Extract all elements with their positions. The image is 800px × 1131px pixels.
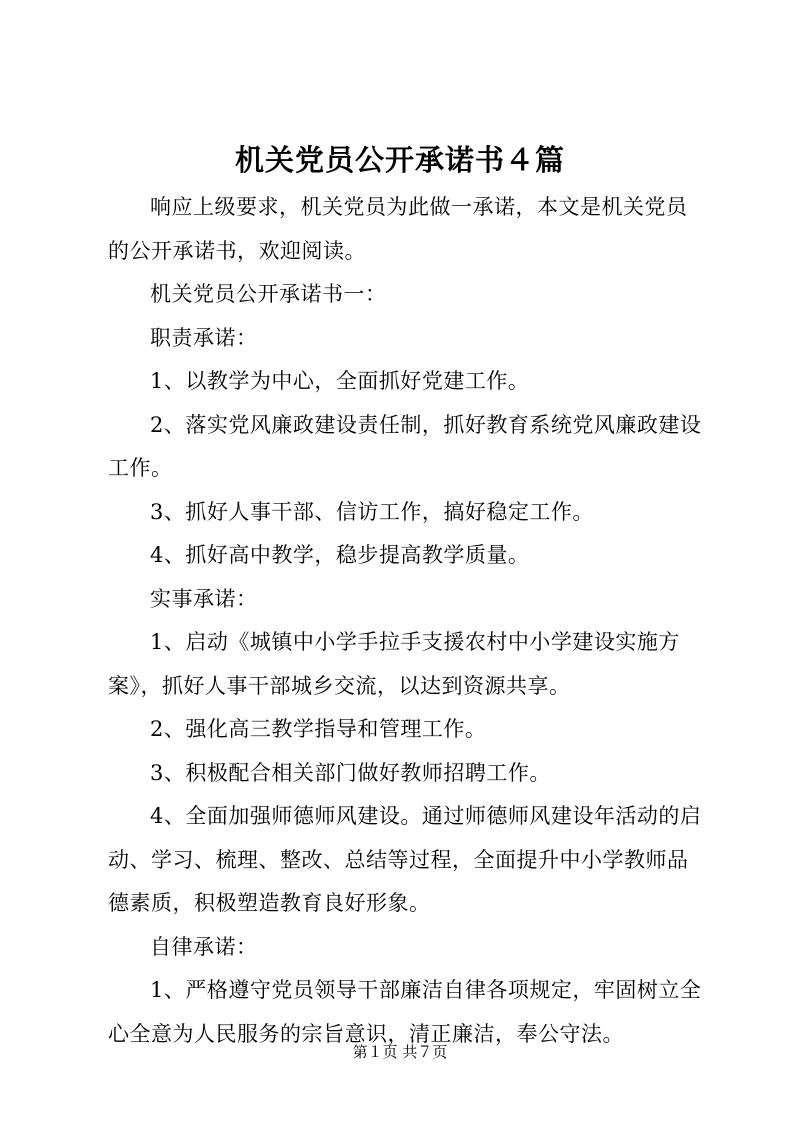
list-item: 1、启动《城镇中小学手拉手支援农村中小学建设实施方案》，抓好人事干部城乡交流，以达到资源共享。 bbox=[108, 630, 680, 698]
list-item: 2、落实党风廉政建设责任制，抓好教育系统党风廉政建设工作。 bbox=[108, 412, 702, 480]
list-item: 1、以教学为中心，全面抓好党建工作。 bbox=[150, 369, 530, 393]
section-heading-selfdiscipline: 自律承诺： bbox=[150, 934, 258, 959]
list-item: 4、全面加强师德师风建设。通过师德师风建设年活动的启动、学习、梳理、整改、总结等过程，全面提升中小学教师品德素质，积极塑造教育良好形象。 bbox=[108, 804, 702, 915]
list-item: 4、抓好高中教学，稳步提高教学质量。 bbox=[150, 543, 530, 567]
list-item: 1、严格遵守党员领导干部廉洁自律各项规定，牢固树立全心全意为人民服务的宗旨意识，清正廉洁，奉公守法。 bbox=[108, 978, 702, 1046]
list-item: 3、抓好人事干部、信访工作，搞好稳定工作。 bbox=[150, 499, 594, 524]
list-item: 2、强化高三教学指导和管理工作。 bbox=[150, 717, 487, 741]
page-number-footer: 第１页 共７页 bbox=[352, 1043, 448, 1061]
section-heading-practical: 实事承诺： bbox=[150, 586, 258, 611]
document-body bbox=[108, 186, 704, 1056]
list-item: 3、积极配合相关部门做好教师招聘工作。 bbox=[150, 760, 551, 785]
section-heading-duty: 职责承诺： bbox=[150, 325, 258, 350]
paragraph-subtitle: 机关党员公开承诺书一： bbox=[150, 282, 387, 306]
document-title: 机关党员公开承诺书４篇 bbox=[234, 143, 565, 177]
paragraph-intro: 响应上级要求，机关党员为此做一承诺，本文是机关党员的公开承诺书，欢迎阅读。 bbox=[108, 195, 688, 263]
